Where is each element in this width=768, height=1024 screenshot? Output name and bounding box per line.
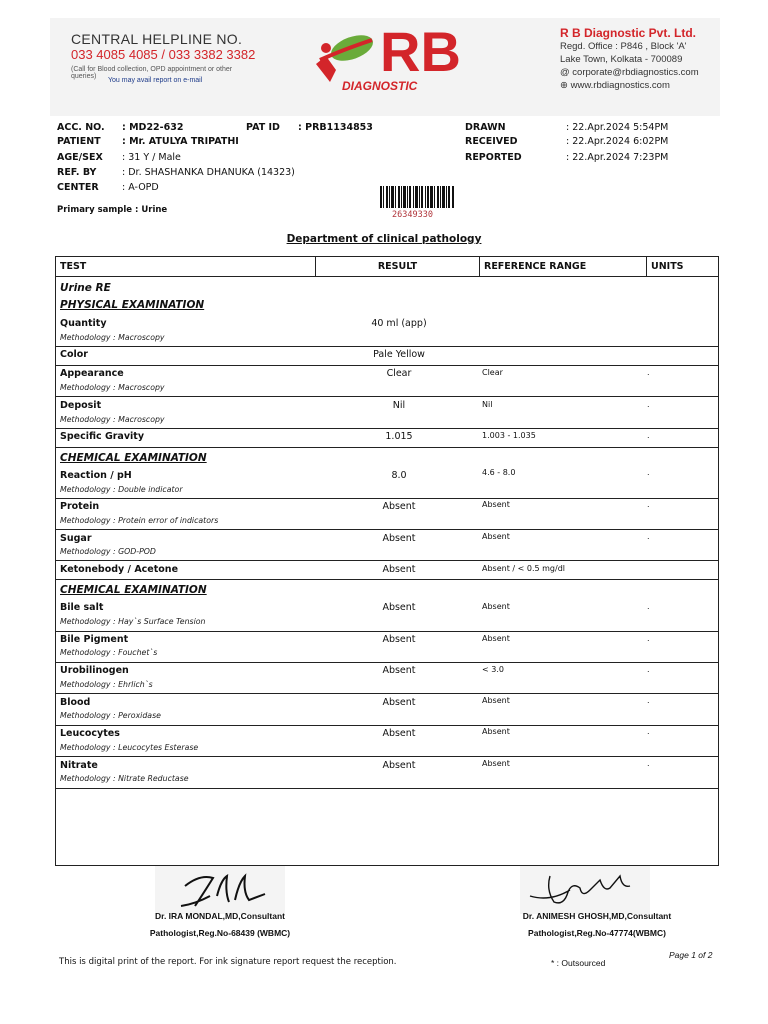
test-unit: .	[647, 500, 650, 509]
refby-label: REF. BY	[57, 167, 97, 178]
test-unit: .	[647, 602, 650, 611]
test-method: Methodology : Nitrate Reductase	[60, 774, 189, 783]
right-signatory-reg: Pathologist,Reg.No-47774(WBMC)	[528, 928, 666, 938]
test-method: Methodology : GOD-POD	[60, 547, 156, 556]
test-reference: Absent	[482, 759, 510, 768]
test-unit: .	[647, 431, 650, 440]
test-name: Color	[60, 349, 88, 360]
test-unit: .	[647, 696, 650, 705]
logo-leaf-icon	[312, 30, 380, 86]
acc-value: : MD22-632	[122, 122, 184, 133]
received-value: : 22.Apr.2024 6:02PM	[566, 136, 669, 147]
test-reference: < 3.0	[482, 665, 504, 674]
row-divider	[55, 756, 718, 757]
test-name: Nitrate	[60, 760, 98, 771]
test-name: Quantity	[60, 318, 107, 329]
reported-label: REPORTED	[465, 152, 522, 163]
row-divider	[55, 346, 718, 347]
helpline-title: CENTRAL HELPLINE NO.	[71, 31, 243, 47]
test-reference: Absent	[482, 532, 510, 541]
section-chemical-1: CHEMICAL EXAMINATION	[60, 452, 207, 464]
test-result: Absent	[382, 634, 416, 645]
company-name: R B Diagnostic Pvt. Ltd.	[560, 26, 697, 40]
row-divider	[55, 693, 718, 694]
center-label: CENTER	[57, 182, 99, 193]
left-signatory-name: Dr. IRA MONDAL,MD,Consultant	[154, 911, 285, 921]
test-name: Reaction / pH	[60, 470, 132, 481]
test-reference: Absent / < 0.5 mg/dl	[482, 564, 566, 573]
test-result: Absent	[382, 760, 416, 771]
test-name: Protein	[60, 501, 100, 512]
test-unit: .	[647, 532, 650, 541]
row-divider	[55, 365, 718, 366]
test-unit: .	[647, 368, 650, 377]
test-result: Clear	[386, 368, 412, 379]
test-unit: .	[647, 665, 650, 674]
test-reference: Absent	[482, 727, 510, 736]
row-divider	[55, 396, 718, 397]
signature-left	[155, 866, 285, 914]
test-result: Absent	[382, 533, 416, 544]
test-name: Blood	[60, 697, 91, 708]
reported-value: : 22.Apr.2024 7:23PM	[566, 152, 669, 163]
test-result: 8.0	[391, 470, 407, 481]
department-title: Department of clinical pathology	[286, 233, 482, 245]
header-test: TEST	[56, 257, 316, 277]
received-label: RECEIVED	[465, 136, 518, 147]
test-result: Pale Yellow	[373, 349, 425, 360]
patid-value: : PRB1134853	[298, 122, 373, 133]
row-divider	[55, 560, 718, 561]
test-reference: Nil	[482, 400, 493, 409]
header-units: UNITS	[647, 257, 719, 277]
test-result: Nil	[392, 400, 406, 411]
test-name: Leucocytes	[60, 728, 120, 739]
test-method: Methodology : Leucocytes Esterase	[60, 743, 199, 752]
row-divider	[55, 725, 718, 726]
row-divider	[55, 447, 718, 448]
refby-value: : Dr. SHASHANKA DHANUKA (14323)	[122, 167, 295, 178]
company-city: Lake Town, Kolkata - 700089	[560, 54, 683, 65]
patient-label: PATIENT	[57, 136, 101, 147]
helpline-email-note: You may avail report on e-mail	[108, 77, 203, 84]
test-method: Methodology : Double indicator	[60, 485, 183, 494]
test-reference: Absent	[482, 696, 510, 705]
test-name: Bile salt	[60, 602, 104, 613]
row-divider	[55, 788, 718, 789]
test-method: Methodology : Ehrlich`s	[60, 680, 153, 689]
barcode-image	[380, 186, 454, 208]
barcode-number: 26349330	[392, 210, 433, 220]
test-name: Specific Gravity	[60, 431, 145, 442]
test-result: Absent	[382, 728, 416, 739]
test-result: 40 ml (app)	[371, 318, 427, 329]
left-signatory-reg: Pathologist,Reg.No-68439 (WBMC)	[149, 928, 291, 938]
row-divider	[55, 579, 718, 580]
test-unit: .	[647, 400, 650, 409]
page-number: Page 1 of 2	[669, 950, 713, 960]
test-unit: .	[647, 634, 650, 643]
section-chemical-2: CHEMICAL EXAMINATION	[60, 584, 207, 596]
test-result: Absent	[382, 501, 416, 512]
test-name: Ketonebody / Acetone	[60, 564, 179, 575]
test-method: Methodology : Protein error of indicators	[60, 516, 219, 525]
test-reference: 1.003 - 1.035	[482, 431, 536, 440]
patid-label: PAT ID	[246, 122, 280, 133]
row-divider	[55, 498, 718, 499]
acc-label: ACC. NO.	[57, 122, 105, 133]
test-name: Sugar	[60, 533, 92, 544]
test-result: Absent	[382, 602, 416, 613]
test-result: Absent	[382, 564, 416, 575]
test-name: Deposit	[60, 400, 102, 411]
header-reference: REFERENCE RANGE	[480, 257, 647, 277]
test-method: Methodology : Peroxidase	[60, 711, 161, 720]
test-result: Absent	[382, 665, 416, 676]
company-office: Regd. Office : P846 , Block 'A'	[560, 41, 687, 52]
row-divider	[55, 631, 718, 632]
patient-value: : Mr. ATULYA TRIPATHI	[122, 136, 239, 147]
drawn-label: DRAWN	[465, 122, 506, 133]
test-method: Methodology : Fouchet`s	[60, 648, 158, 657]
test-reference: 4.6 - 8.0	[482, 468, 516, 477]
primary-sample: Primary sample : Urine	[57, 205, 168, 215]
company-email: @ corporate@rbdiagnostics.com	[560, 67, 699, 78]
right-signatory-name: Dr. ANIMESH GHOSH,MD,Consultant	[522, 911, 672, 921]
test-name: Appearance	[60, 368, 124, 379]
center-value: : A-OPD	[122, 182, 159, 193]
results-table-header	[55, 256, 719, 277]
logo-subtitle: DIAGNOSTIC	[342, 79, 418, 93]
drawn-value: : 22.Apr.2024 5:54PM	[566, 122, 669, 133]
test-reference: Absent	[482, 634, 510, 643]
test-method: Methodology : Macroscopy	[60, 333, 165, 342]
report-title: Urine RE	[60, 282, 111, 294]
test-name: Urobilinogen	[60, 665, 129, 676]
test-result: 1.015	[385, 431, 413, 442]
row-divider	[55, 529, 718, 530]
row-divider	[55, 662, 718, 663]
signature-right	[520, 866, 650, 914]
footer-note: This is digital print of the report. For ink signature report request the reception.	[59, 957, 397, 967]
header-result: RESULT	[316, 257, 480, 277]
test-reference: Absent	[482, 500, 510, 509]
test-unit: .	[647, 468, 650, 477]
test-unit: .	[647, 727, 650, 736]
test-method: Methodology : Macroscopy	[60, 415, 165, 424]
test-unit: .	[647, 759, 650, 768]
logo-text: RB	[380, 20, 461, 83]
company-website: ⊕ www.rbdiagnostics.com	[560, 80, 670, 91]
test-result: Absent	[382, 697, 416, 708]
row-divider	[55, 428, 718, 429]
helpline-phones: 033 4085 4085 / 033 3382 3382	[71, 47, 256, 62]
test-method: Methodology : Hay`s Surface Tension	[60, 617, 206, 626]
test-reference: Absent	[482, 602, 510, 611]
agesex-value: : 31 Y / Male	[122, 152, 181, 163]
agesex-label: AGE/SEX	[57, 152, 103, 163]
test-name: Bile Pigment	[60, 634, 129, 645]
test-method: Methodology : Macroscopy	[60, 383, 165, 392]
helpline-note: (Call for Blood collection, OPD appointment or other queries)	[71, 66, 233, 80]
section-physical: PHYSICAL EXAMINATION	[60, 299, 205, 311]
test-reference: Clear	[482, 368, 503, 377]
outsourced-note: * : Outsourced	[551, 958, 606, 968]
